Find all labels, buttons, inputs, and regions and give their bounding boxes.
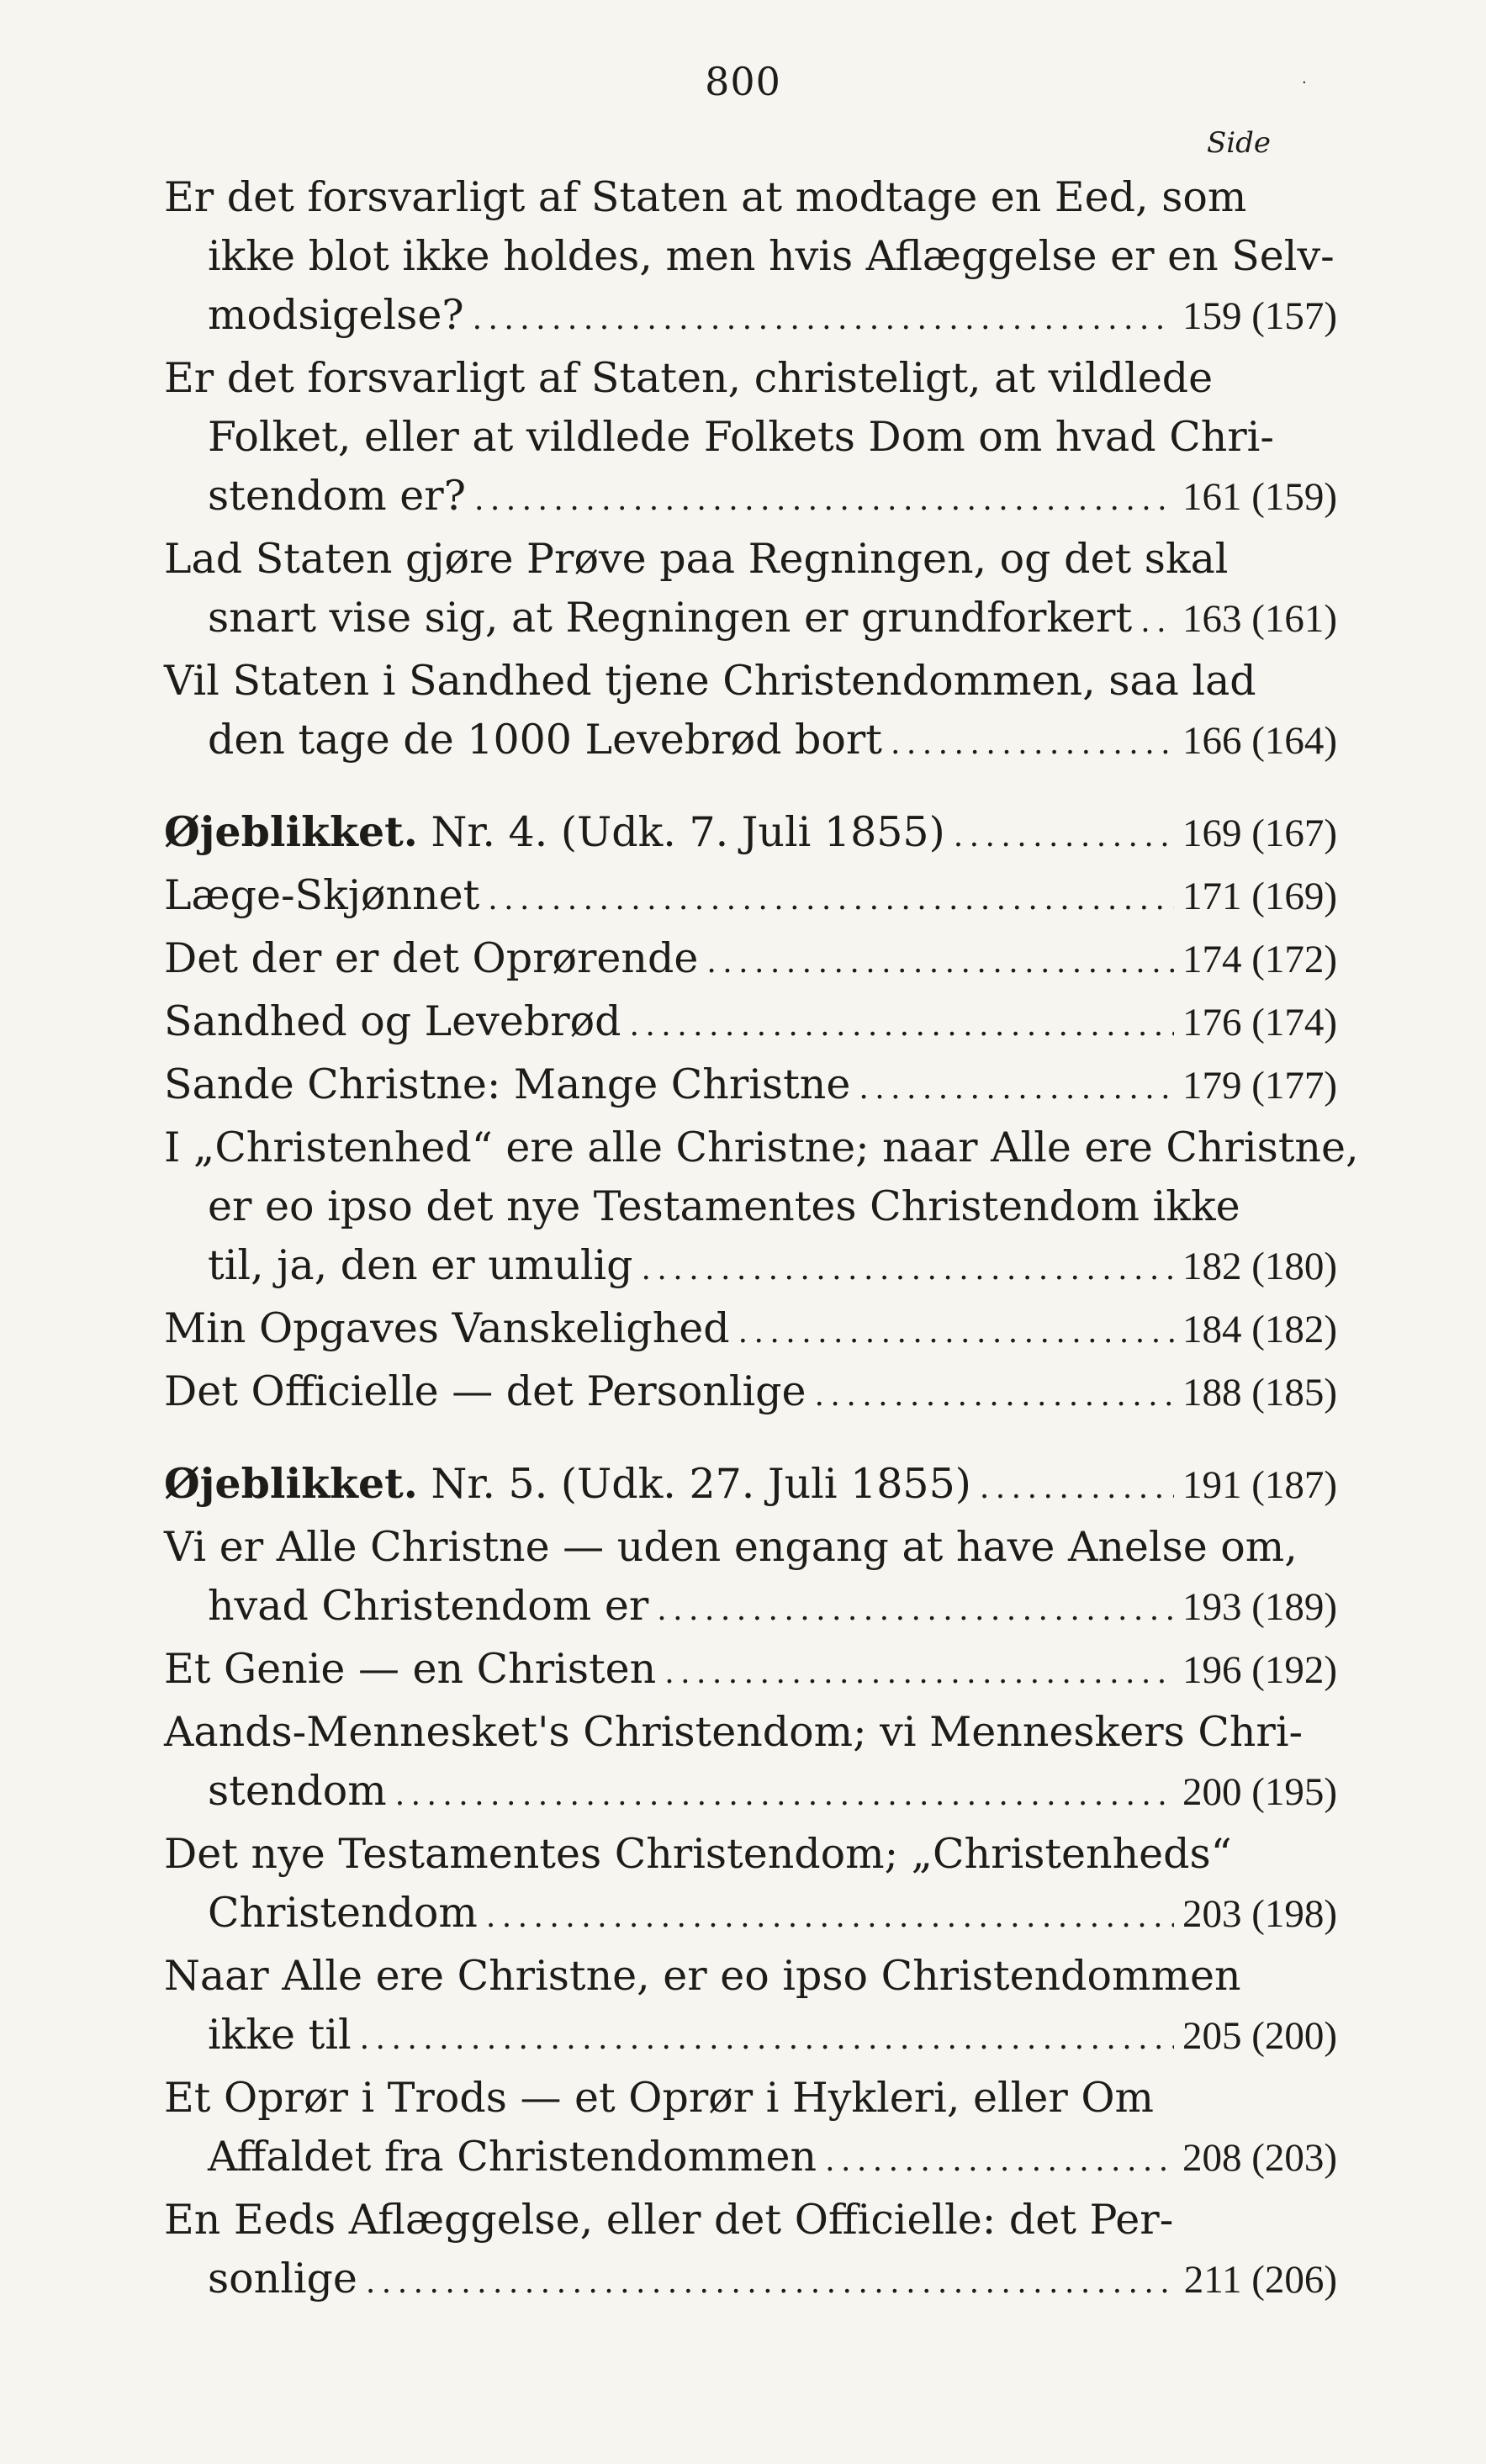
toc-entry-line: Aands-Mennesket's Christendom; vi Menneskers Chri- <box>164 1708 1304 1756</box>
page-reference: 200 (195) <box>1182 1770 1337 1814</box>
toc-entry-text <box>208 711 882 769</box>
toc-entry-text <box>164 992 621 1051</box>
toc-entry-line-text: stendom er? <box>208 472 466 520</box>
toc-entry <box>164 168 1337 349</box>
toc-entry-line-text: Sande Christne: Mange Christne <box>164 1060 851 1108</box>
page-number: 800 <box>705 59 781 104</box>
toc-entry-line-text: den tage de 1000 Levebrød bort <box>208 716 882 764</box>
page-reference: 169 (167) <box>1182 812 1337 855</box>
toc-entry-line-text: til, ja, den er umulig <box>208 1241 633 1289</box>
toc-entry-last-line <box>164 711 1337 774</box>
toc-entry-line-text: Det der er det Oprørende <box>164 934 699 982</box>
dot-leader <box>488 870 1174 929</box>
toc-entry-line: Naar Alle ere Christne, er eo ipso Christendommen <box>164 1952 1241 2000</box>
toc-entry <box>164 1118 1359 1299</box>
toc-entry-line-text: Læge-Skjønnet <box>164 871 480 919</box>
dot-leader <box>473 290 1174 349</box>
toc-entry-line-text: Affaldet fra Christendommen <box>208 2133 817 2181</box>
page-reference: 184 (182) <box>1182 1308 1337 1351</box>
toc-entry-text <box>208 589 1132 648</box>
page-reference: 193 (189) <box>1182 1585 1337 1629</box>
dot-leader <box>1140 593 1174 652</box>
toc-entry-line-text: Christendom <box>208 1889 478 1937</box>
toc-entry-text <box>208 286 464 345</box>
side-column-label: Side <box>1207 126 1272 160</box>
toc-entry-last-line <box>164 1362 1337 1425</box>
toc-entry-text <box>164 1454 971 1514</box>
toc-entry <box>164 1055 1337 1118</box>
toc-entry-line: er eo ipso det nye Testamentes Christendom ikke <box>208 1182 1240 1230</box>
toc-entry <box>164 2191 1337 2313</box>
toc-entry-line: Det nye Testamentes Christendom; „Christenheds“ <box>164 1830 1232 1878</box>
toc-entry-text <box>208 1577 648 1636</box>
toc-entry <box>164 349 1337 530</box>
toc-entry <box>164 1299 1337 1362</box>
dot-leader <box>642 1240 1174 1299</box>
toc-entry-line: ikke blot ikke holdes, men hvis Aflæggelse er en Selv- <box>208 232 1335 280</box>
toc-entry-line: Folket, eller at vildlede Folkets Dom om hvad Chri- <box>208 413 1274 461</box>
dot-leader <box>859 1060 1174 1118</box>
toc-entry-text <box>208 2006 352 2065</box>
toc-entry-line-text: Sandhed og Levebrød <box>164 997 621 1045</box>
toc-entry <box>164 992 1337 1055</box>
toc-entry <box>164 1362 1337 1425</box>
toc-entry <box>164 2069 1337 2191</box>
toc-entry <box>164 1947 1337 2069</box>
toc-entry-line-text: Nr. 4. (Udk. 7. Juli 1855) <box>431 808 945 856</box>
dot-leader <box>815 1367 1174 1425</box>
toc-entry-line: Lad Staten gjøre Prøve paa Regningen, og det skal <box>164 535 1229 583</box>
toc-entry <box>164 1825 1337 1947</box>
dot-leader <box>395 1766 1174 1825</box>
toc-entry-last-line <box>164 1884 1337 1947</box>
page-reference: 211 (206) <box>1183 2258 1337 2302</box>
toc-entry-last-line <box>164 929 1337 992</box>
toc-entry-line-text: Det Officielle — det Personlige <box>164 1367 806 1415</box>
dot-leader <box>630 997 1174 1055</box>
toc-entry-text <box>164 866 479 925</box>
toc-section-entry <box>164 802 1337 866</box>
dot-leader <box>664 1644 1174 1703</box>
toc-entry-line: Vi er Alle Christne — uden engang at have Anelse om, <box>164 1523 1298 1571</box>
toc-entry-line-text: hvad Christendom er <box>208 1582 649 1630</box>
toc-entry-line-text: snart vise sig, at Regningen er grundforkert <box>208 594 1133 642</box>
toc-entry-line: I „Christenhed“ ere alle Christne; naar Alle ere Christne, <box>164 1124 1359 1171</box>
stray-mark: · <box>1302 74 1307 92</box>
page-reference: 203 (198) <box>1182 1892 1337 1936</box>
dot-leader <box>954 807 1174 866</box>
toc-entry-last-line <box>164 467 1337 530</box>
toc-entry <box>164 866 1337 929</box>
dot-leader <box>891 715 1174 774</box>
toc-entry-line: En Eeds Aflæggelse, eller det Officielle: det Per- <box>164 2196 1174 2244</box>
page-reference: 159 (157) <box>1182 294 1337 338</box>
toc-entry <box>164 929 1337 992</box>
page-reference: 196 (192) <box>1182 1648 1337 1692</box>
page-reference: 176 (174) <box>1182 1001 1337 1044</box>
toc-entry-text <box>208 1236 633 1295</box>
toc-entry-last-line <box>164 2128 1337 2191</box>
page-reference: 191 (187) <box>1182 1463 1337 1507</box>
toc-entry-last-line <box>164 2006 1337 2069</box>
dot-leader <box>738 1303 1174 1362</box>
dot-leader <box>825 2132 1174 2191</box>
toc-entry-last-line <box>164 286 1337 349</box>
page-reference: 166 (164) <box>1182 719 1337 763</box>
toc-entry-last-line <box>164 992 1337 1055</box>
section-title: Øjeblikket. <box>164 1459 418 1508</box>
toc-entry-text <box>208 2128 817 2186</box>
toc-entry-line-text: Nr. 5. (Udk. 27. Juli 1855) <box>431 1460 971 1508</box>
toc-entry-last-line <box>164 1577 1337 1640</box>
table-of-contents <box>164 168 1359 2313</box>
page-reference: 174 (172) <box>1182 938 1337 981</box>
dot-leader <box>360 2010 1174 2069</box>
toc-entry-text <box>164 1362 806 1421</box>
page-reference: 205 (200) <box>1182 2014 1337 2058</box>
toc-entry-text <box>164 1640 656 1699</box>
toc-entry-line: Er det forsvarligt af Staten at modtage en Eed, som <box>164 173 1247 221</box>
toc-entry-last-line <box>164 866 1337 929</box>
dot-leader <box>706 933 1174 992</box>
toc-entry-line-text: modsigelse? <box>208 291 464 339</box>
page-reference: 182 (180) <box>1182 1245 1337 1288</box>
toc-entry <box>164 1640 1337 1703</box>
section-title: Øjeblikket. <box>164 807 418 856</box>
toc-entry <box>164 1703 1337 1825</box>
toc-entry-text <box>164 1055 850 1114</box>
dot-leader <box>486 1888 1174 1947</box>
toc-entry-line: Et Oprør i Trods — et Oprør i Hykleri, eller Om <box>164 2074 1154 2122</box>
dot-leader <box>474 471 1174 530</box>
toc-entry-last-line <box>164 1299 1337 1362</box>
toc-entry <box>164 1518 1337 1640</box>
dot-leader <box>366 2254 1176 2313</box>
toc-entry-text <box>164 802 945 862</box>
toc-entry-line-text: Min Opgaves Vanskelighed <box>164 1304 730 1352</box>
toc-entry-line-text: ikke til <box>208 2011 352 2059</box>
toc-entry-text <box>208 1884 478 1943</box>
toc-entry-text <box>208 2250 357 2308</box>
toc-entry-last-line <box>164 1454 1337 1518</box>
toc-entry-last-line <box>164 1762 1337 1825</box>
toc-entry-text <box>164 1299 730 1358</box>
toc-entry-last-line <box>164 1055 1337 1118</box>
toc-entry-text <box>164 929 698 988</box>
page-reference: 161 (159) <box>1182 475 1337 519</box>
toc-entry-last-line <box>164 802 1337 866</box>
toc-entry-last-line <box>164 1640 1337 1703</box>
toc-entry-last-line <box>164 2250 1337 2313</box>
toc-entry-line: Er det forsvarligt af Staten, christeligt, at vildlede <box>164 354 1214 402</box>
toc-entry-last-line <box>164 1236 1337 1299</box>
toc-section-entry <box>164 1454 1337 1518</box>
page-reference: 171 (169) <box>1182 875 1337 918</box>
toc-entry-line-text: Et Genie — en Christen <box>164 1645 657 1693</box>
toc-entry <box>164 652 1337 774</box>
page-reference: 163 (161) <box>1182 597 1337 641</box>
dot-leader <box>657 1581 1174 1640</box>
toc-entry-text <box>208 467 466 526</box>
toc-entry-line-text: stendom <box>208 1767 387 1815</box>
dot-leader <box>980 1459 1174 1518</box>
toc-entry-text <box>208 1762 387 1821</box>
page-reference: 179 (177) <box>1182 1064 1337 1108</box>
toc-entry <box>164 530 1337 652</box>
toc-entry-line-text: sonlige <box>208 2255 357 2303</box>
page-reference: 188 (185) <box>1182 1371 1337 1414</box>
toc-entry-last-line <box>164 589 1337 652</box>
toc-entry-line: Vil Staten i Sandhed tjene Christendommen, saa lad <box>164 657 1256 705</box>
page-reference: 208 (203) <box>1182 2136 1337 2180</box>
